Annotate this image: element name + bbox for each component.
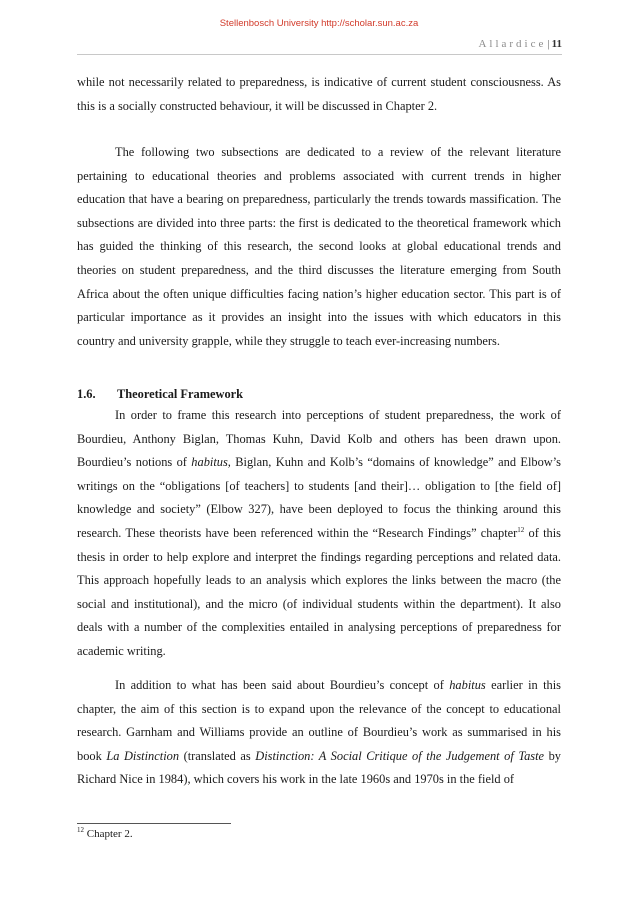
footnote-divider xyxy=(77,823,231,824)
footnote-text: Chapter 2. xyxy=(84,828,133,840)
running-head-separator: | xyxy=(547,38,550,50)
paragraph-3-text-b: Biglan, Kuhn and Kolb’s “domains of knowledge” and Elbow’s writings on the “obligations [of teachers] to students [and their]… obligation to [the field of] knowledge and society” (Elbow 327), have been deployed to focus the thinking around this research. These theorists have been referenced within the “Research Findings” chapter xyxy=(77,455,561,540)
paragraph-4 xyxy=(77,674,561,792)
watermark: Stellenbosch University http://scholar.sun.ac.za xyxy=(219,18,419,29)
running-head xyxy=(478,38,562,50)
paragraph-4-text-c: (translated as xyxy=(179,748,256,763)
paragraph-4-text-d: by Richard Nice in 1984), which covers his work in the late 1960s and 1970s in the field of xyxy=(77,748,561,787)
section-heading xyxy=(77,385,561,403)
paragraph-3-text-c: of this thesis in order to help explore and interpret the findings regarding perceptions and related data. This approach hopefully leads to an analysis which explores the links between the macro (the social and institutional), and the micro (of individual students within the department). It also deals with a number of the complexities entailed in analysing perceptions of preparedness for academic writing. xyxy=(77,525,561,658)
footnote-reference: 12 xyxy=(517,525,525,534)
section-number: 1.6. xyxy=(77,387,96,401)
footnote-number: 12 xyxy=(77,826,84,834)
paragraph-2-text: The following two subsections are dedicated to a review of the relevant literature pertaining to educational theories and problems associated with current trends in higher education that have a bearing on preparedness, particularly the trends towards massification. The subsections are divided into three parts: the first is dedicated to the theoretical framework which has guided the thinking of this research, the second looks at global educational trends and theories on student preparedness, and the third discusses the literature emerging from South Africa about the often unique difficulties facing nation’s higher education sector. This part is of particular importance as it provides an insight into the issues with which educators in this country and university grapple, while they struggle to teach ever-increasing numbers. xyxy=(77,145,561,348)
habitus-italic: habitus, xyxy=(191,455,231,470)
header-divider xyxy=(77,54,562,55)
paragraph-4-text-b: earlier in this chapter, the aim of this section is to expand upon the relevance of the concept to educational research. Garnham and Williams provide an outline of Bourdieu’s work as summarised in his book xyxy=(77,678,561,763)
paragraph-3-text-a: In order to frame this research into perceptions of student preparedness, the work of Bourdieu, Anthony Biglan, Thomas Kuhn, David Kolb and others has been drawn upon. Bourdieu’s notions of xyxy=(77,408,561,470)
paragraph-3 xyxy=(77,404,561,664)
section-title: Theoretical Framework xyxy=(117,387,244,401)
page-number: 11 xyxy=(551,38,562,50)
habitus-italic-2: habitus xyxy=(449,678,486,692)
footnote xyxy=(77,827,133,841)
paragraph-1: while not necessarily related to preparedness, is indicative of current student consciousness. As this is a socially constructed behaviour, it will be discussed in Chapter 2. xyxy=(77,75,561,113)
paragraph-4-text-a: In addition to what has been said about Bourdieu’s concept of xyxy=(115,678,450,692)
running-head-author: Allardice xyxy=(478,38,547,50)
book-title-italic: La Distinction xyxy=(106,748,180,763)
translated-title-italic: Distinction: A Social Critique of the Judgement of Taste xyxy=(255,748,545,763)
paragraph-2 xyxy=(77,141,561,353)
